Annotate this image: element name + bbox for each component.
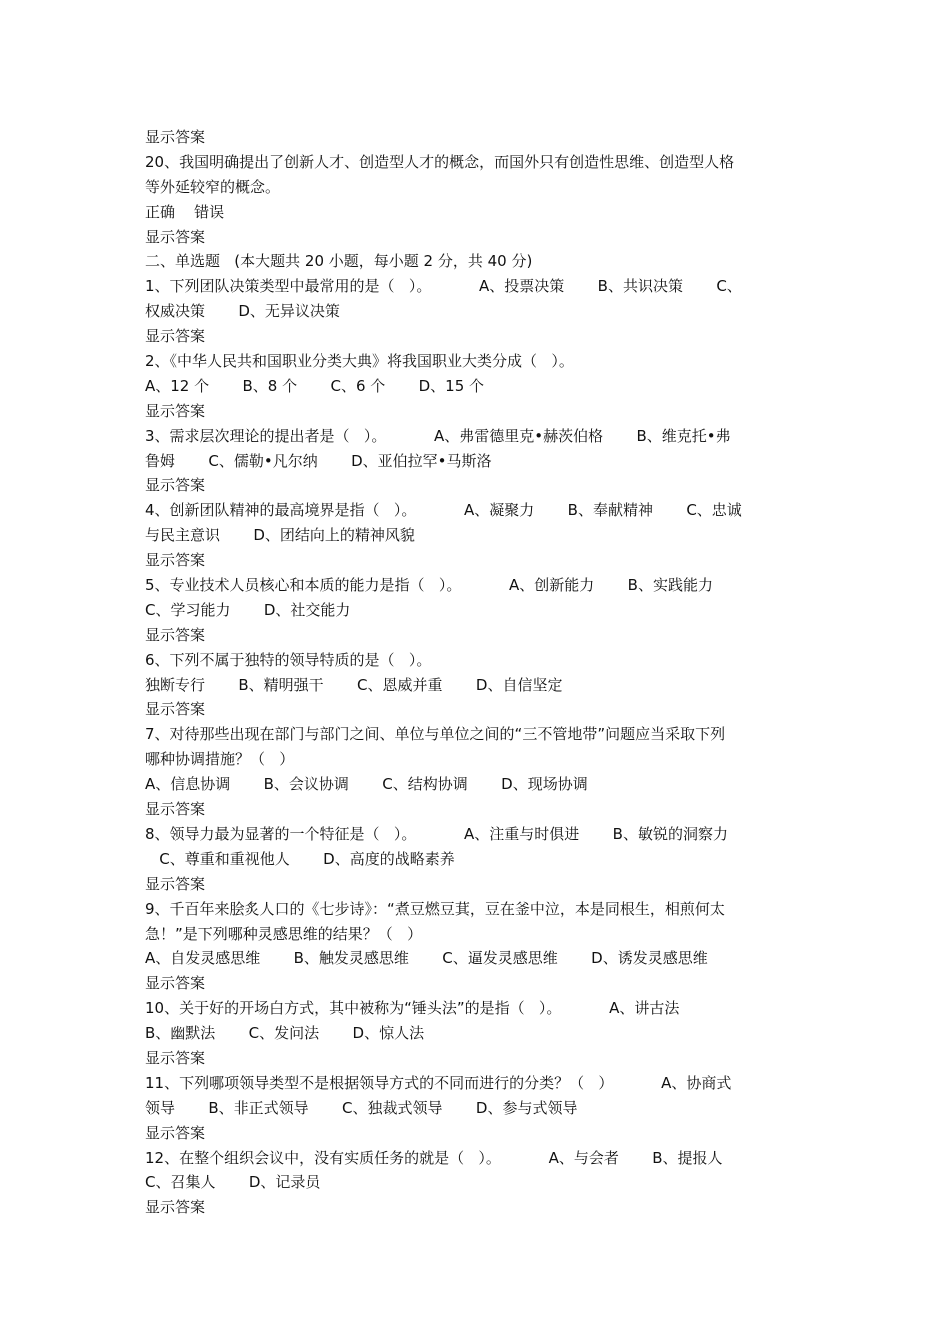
question-text: 急！”是下列哪种灵感思维的结果？（ ） xyxy=(145,924,423,943)
show-answer-button[interactable]: 显示答案 xyxy=(145,800,206,819)
question-text: 4、创新团队精神的最高境界是指（ ）。 A、凝聚力 B、奉献精神 C、忠诚 xyxy=(145,501,742,520)
question-text: 3、需求层次理论的提出者是（ ）。 A、弗雷德里克•赫茨伯格 B、维克托•弗 xyxy=(145,426,731,445)
document-page xyxy=(145,125,810,1220)
show-answer-button[interactable]: 显示答案 xyxy=(145,476,206,495)
question-text: 12、在整个组织会议中，没有实质任务的就是（ ）。 A、与会者 B、提报人 xyxy=(145,1148,723,1167)
question-text: 与民主意识 D、团结向上的精神风貌 xyxy=(145,526,415,545)
show-answer-button[interactable]: 显示答案 xyxy=(145,1048,206,1067)
question-text: 2、《中华人民共和国职业分类大典》将我国职业大类分成（ ）。 xyxy=(145,352,574,371)
question-text: 11、下列哪项领导类型不是根据领导方式的不同而进行的分类？（ ） A、协商式 xyxy=(145,1073,732,1092)
question-text: 9、千百年来脍炙人口的《七步诗》：“煮豆燃豆萁，豆在釜中泣，本是同根生，相煎何太 xyxy=(145,899,725,918)
question-text: C、学习能力 D、社交能力 xyxy=(145,600,351,619)
show-answer-button[interactable]: 显示答案 xyxy=(145,128,206,146)
question-text: 8、领导力最为显著的一个特征是（ ）。 A、注重与时俱进 B、敏锐的洞察力 xyxy=(145,824,728,843)
question-text: C、尊重和重视他人 D、高度的战略素养 xyxy=(145,849,455,868)
question-text: 5、专业技术人员核心和本质的能力是指（ ）。 A、创新能力 B、实践能力 xyxy=(145,576,713,595)
question-text: 7、对待那些出现在部门与部门之间、单位与单位之间的“三不管地带”问题应当采取下列 xyxy=(145,725,726,744)
show-answer-button[interactable]: 显示答案 xyxy=(145,974,206,993)
question-text: 20、我国明确提出了创新人才、创造型人才的概念，而国外只有创造性思维、创造型人格 xyxy=(145,152,735,171)
question-text: 等外延较窄的概念。 xyxy=(145,177,281,196)
question-text: 10、关于好的开场白方式，其中被称为“锤头法”的是指（ ）。 A、讲古法 xyxy=(145,999,680,1018)
show-answer-button[interactable]: 显示答案 xyxy=(145,327,206,346)
show-answer-button[interactable]: 显示答案 xyxy=(145,1123,206,1142)
question-text: 独断专行 B、精明强干 C、恩威并重 D、自信坚定 xyxy=(145,675,563,694)
show-answer-button[interactable]: 显示答案 xyxy=(145,700,206,719)
show-answer-button[interactable]: 显示答案 xyxy=(145,1198,206,1217)
show-answer-button[interactable]: 显示答案 xyxy=(145,401,206,420)
show-answer-button[interactable]: 显示答案 xyxy=(145,874,206,893)
question-text: A、自发灵感思维 B、触发灵感思维 C、逼发灵感思维 D、诱发灵感思维 xyxy=(145,949,708,968)
question-text: 权威决策 D、无异议决策 xyxy=(145,302,340,321)
question-text: 哪种协调措施？（ ） xyxy=(145,750,295,769)
show-answer-button[interactable]: 显示答案 xyxy=(145,551,206,570)
show-answer-button[interactable]: 显示答案 xyxy=(145,227,206,246)
question-text: A、信息协调 B、会议协调 C、结构协调 D、现场协调 xyxy=(145,775,588,794)
true-false-options[interactable]: 正确 错误 xyxy=(145,202,225,221)
question-text: 1、下列团队决策类型中最常用的是（ ）。 A、投票决策 B、共识决策 C、 xyxy=(145,277,742,296)
question-text: C、召集人 D、记录员 xyxy=(145,1173,321,1192)
question-text: 鲁姆 C、儒勒•凡尔纳 D、亚伯拉罕•马斯洛 xyxy=(145,451,492,470)
question-text: A、12 个 B、8 个 C、6 个 D、15 个 xyxy=(145,376,485,395)
question-text: 6、下列不属于独特的领导特质的是（ ）。 xyxy=(145,650,432,669)
question-text: B、幽默法 C、发问法 D、惊人法 xyxy=(145,1024,425,1043)
show-answer-button[interactable]: 显示答案 xyxy=(145,625,206,644)
question-text: 领导 B、非正式领导 C、独裁式领导 D、参与式领导 xyxy=(145,1098,578,1117)
section-header: 二、单选题 (本大题共 20 小题，每小题 2 分，共 40 分) xyxy=(145,252,533,271)
